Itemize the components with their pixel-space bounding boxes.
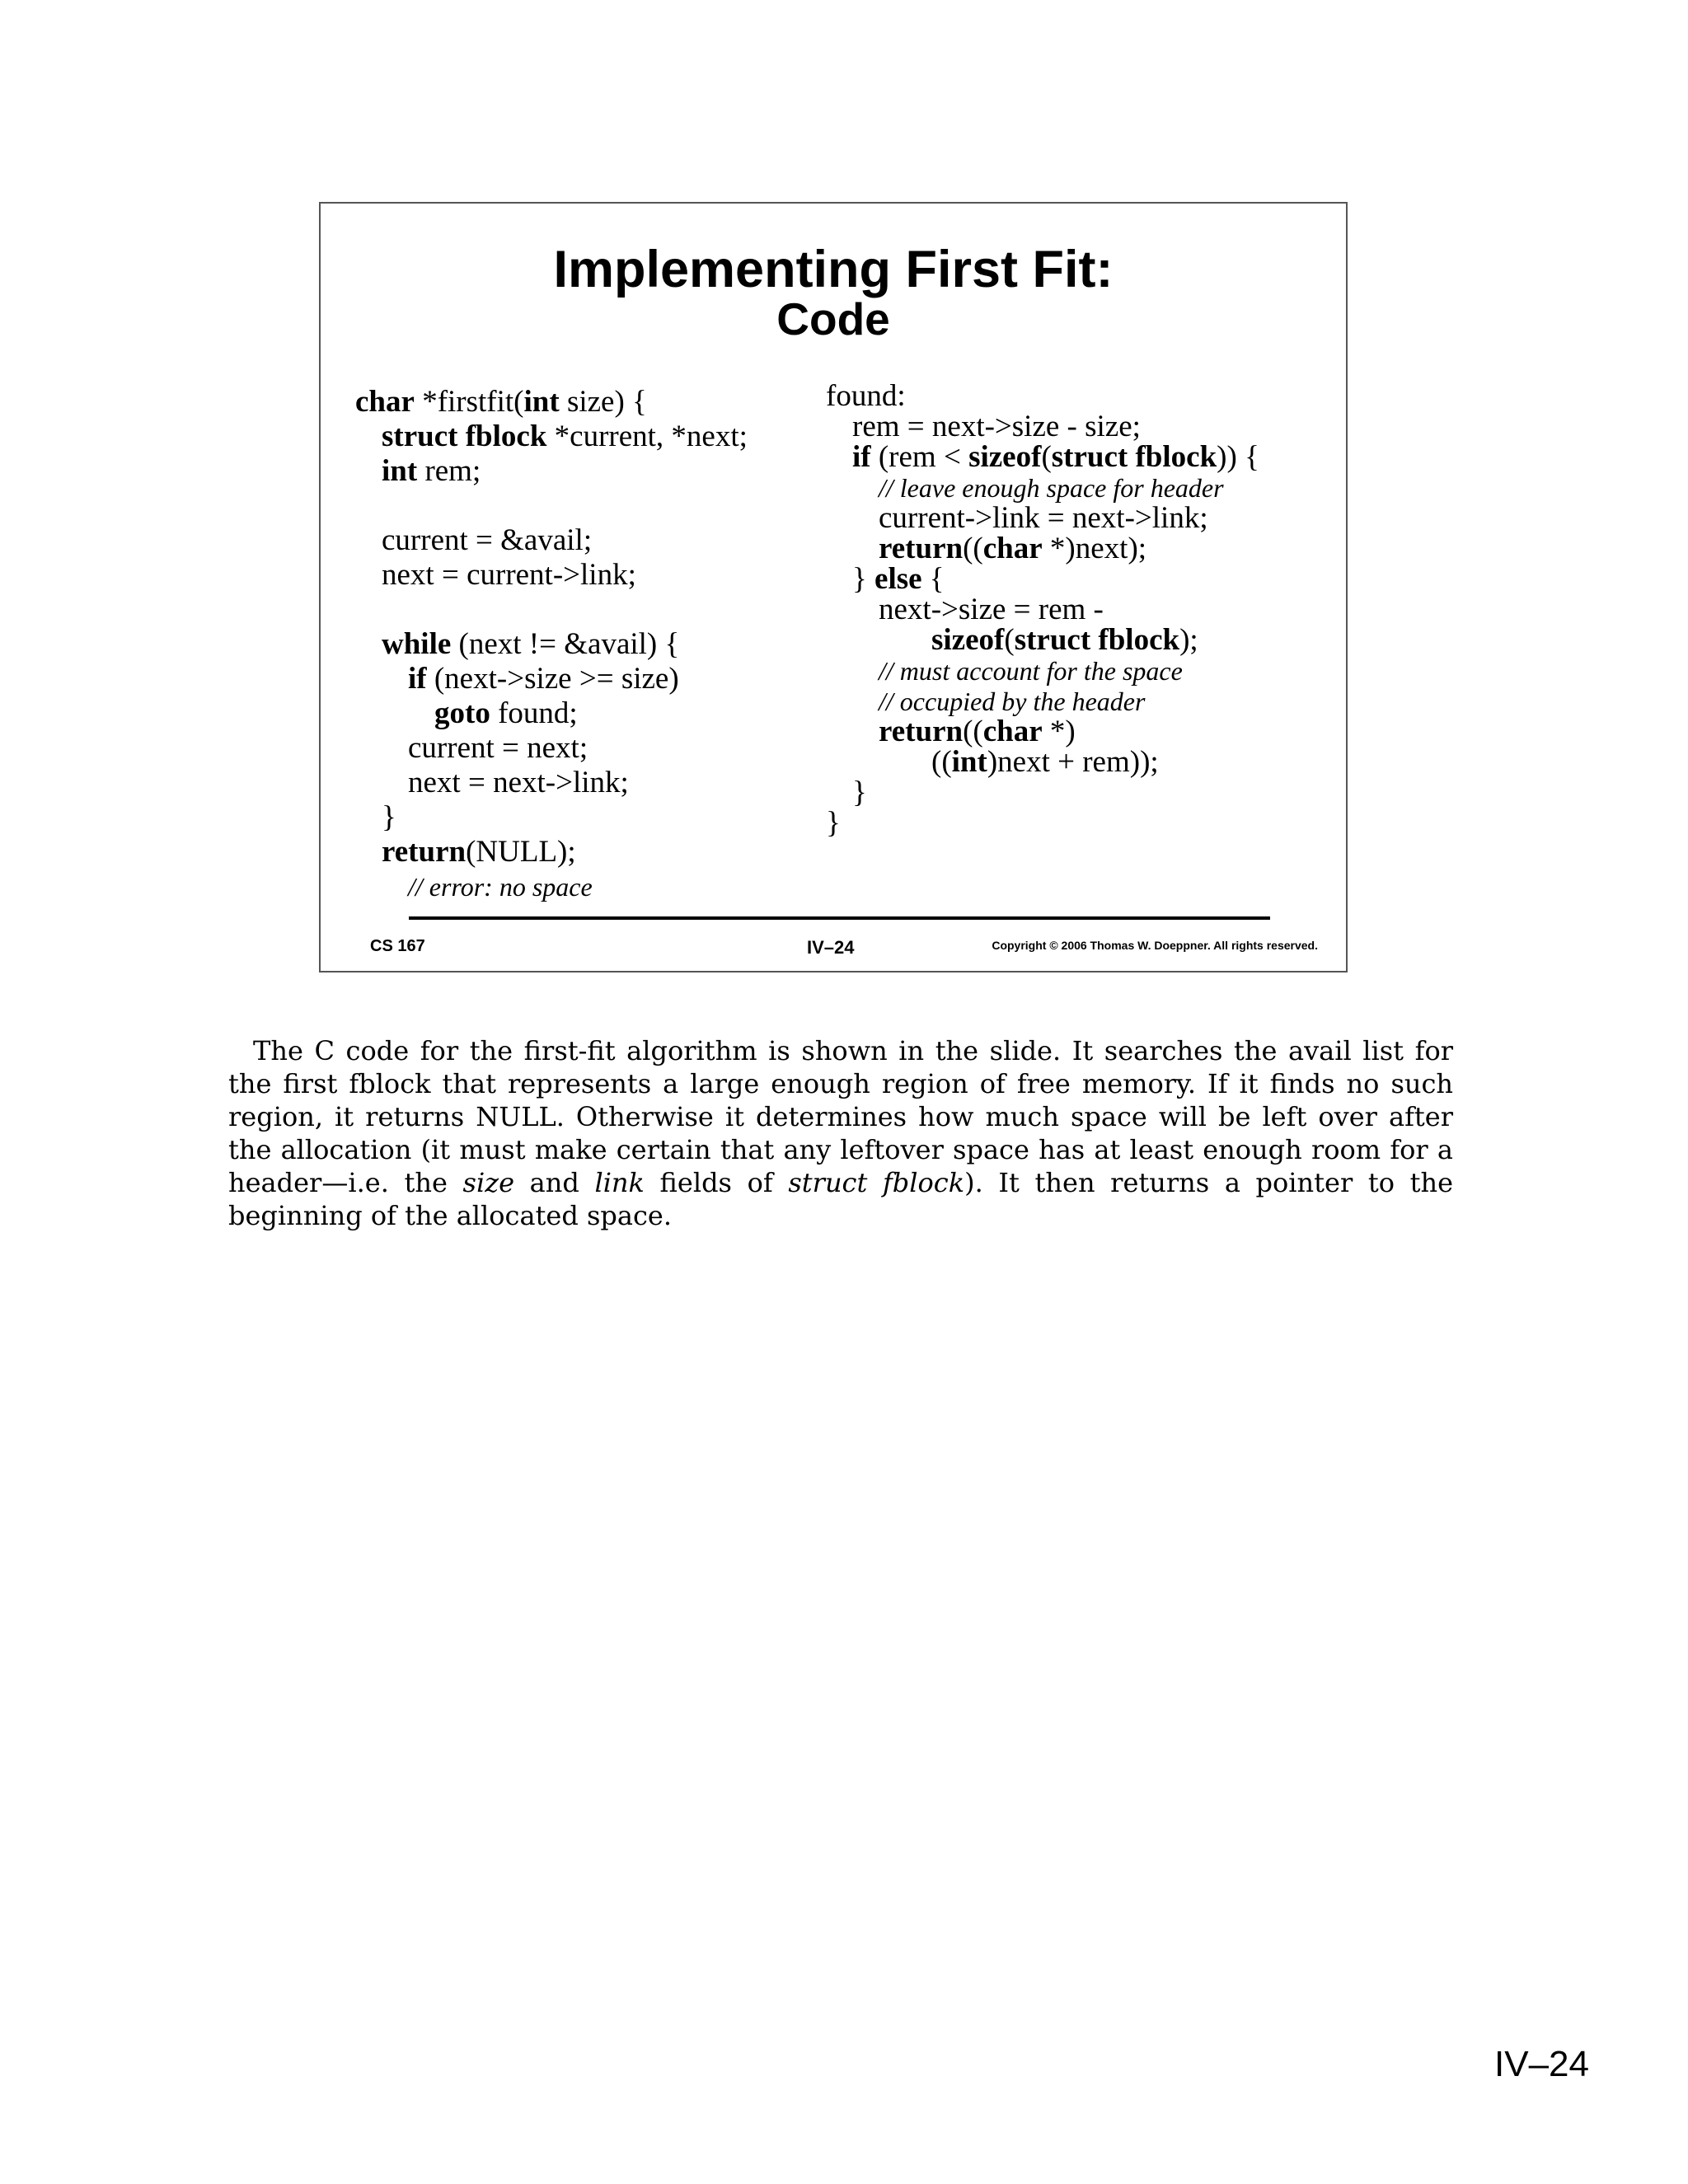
code-keyword: int [382,454,418,488]
code-text: current->link = next->link; [879,501,1208,535]
code-line [355,731,748,766]
code-line [826,686,1259,716]
code-text: (( [963,715,983,748]
slide [319,202,1348,972]
code-line [826,533,1259,564]
code-keyword: return [879,532,964,565]
code-line [826,472,1259,503]
slide-title: Implementing First Fit: [553,241,1114,298]
code-text: (( [931,745,952,779]
code-text: rem; [417,454,481,488]
code-line [355,558,748,593]
code-text: next = current->link; [382,558,636,592]
code-line [826,564,1259,594]
code-comment: // occupied by the header [879,687,1146,716]
code-keyword: struct fblock [1014,623,1180,657]
code-line [355,419,748,454]
emphasis-term: size [462,1167,514,1198]
code-line [355,835,748,869]
code-text: (next != &avail) { [451,627,680,661]
code-text: (NULL); [466,835,576,869]
code-text: *) [1042,715,1076,748]
body-text-run: The C code for the first-fit algorithm is shown in the slide. It searches the avail list for the first fblock that represents a large enough region of free memory. If it finds no such region, it returns NULL. Otherwise it determines how much space will be left over after the allocation (it must make certain that any leftover space has at least enough room for a header—i.e. the [228,1035,1453,1198]
code-text: ( [1004,623,1015,657]
code-keyword: sizeof [968,440,1042,474]
code-line [355,489,748,523]
code-keyword: char [982,532,1043,565]
code-comment: // must account for the space [879,656,1183,686]
code-line [355,766,748,800]
code-line [826,747,1259,777]
code-keyword: int [951,745,987,779]
code-text: found; [490,696,578,730]
code-text: } [382,800,396,834]
code-line [355,662,748,696]
code-keyword: while [382,627,452,661]
page-number: IV–24 [1494,2044,1589,2084]
code-line [826,411,1259,442]
code-line [355,454,748,489]
code-text: (next->size >= size) [426,662,679,696]
code-keyword: else [874,562,922,596]
slide-number: IV–24 [807,937,855,958]
code-line [826,655,1259,686]
code-comment: // error: no space [408,872,593,902]
code-text: )next + rem)); [987,745,1159,779]
code-keyword: return [879,715,964,748]
code-text: )) { [1217,440,1259,474]
explanation-paragraph [228,1034,1453,1232]
code-comment: // leave enough space for header [879,473,1224,503]
code-line [826,808,1259,838]
emphasis-term: struct fblock [788,1167,965,1198]
slide-subtitle: Code [776,293,890,344]
code-keyword: struct fblock [1051,440,1217,474]
slide-divider [409,916,1270,920]
code-line [355,593,748,627]
code-left-column [355,385,748,904]
code-text: (( [963,532,983,565]
code-line [355,523,748,558]
code-text: } [852,776,867,809]
code-text: ); [1179,623,1198,657]
code-line [826,442,1259,472]
code-keyword: int [523,385,560,419]
code-line [826,716,1259,747]
course-label: CS 167 [370,937,425,955]
code-line [355,385,748,419]
body-text-run: and [514,1167,595,1198]
code-line [355,800,748,835]
code-text: *current, *next; [546,419,748,453]
code-keyword: struct fblock [382,419,547,453]
body-text-run: ). It then returns a pointer to the beginning of the allocated space. [228,1167,1454,1231]
code-keyword: char [982,715,1043,748]
code-text: current = &avail; [382,523,593,557]
code-text: next->size = rem - [879,593,1104,626]
code-text: found: [826,379,906,413]
code-line [826,777,1259,808]
emphasis-term: link [594,1167,645,1198]
code-text: } [852,562,875,596]
code-keyword: if [408,662,427,696]
code-keyword: goto [434,696,490,730]
code-text: size) { [559,385,647,419]
code-line [826,594,1259,625]
code-line [826,381,1259,411]
code-text: { [921,562,945,596]
code-keyword: if [852,440,871,474]
code-line [355,627,748,662]
copyright-notice: Copyright © 2006 Thomas W. Doeppner. All rights reserved. [992,939,1318,952]
code-text: current = next; [408,731,588,765]
code-keyword: char [355,385,415,419]
code-text: } [826,806,841,840]
code-line [826,625,1259,655]
code-right-column [826,381,1259,838]
code-keyword: sizeof [931,623,1005,657]
code-line [355,696,748,731]
code-text: rem = next->size - size; [852,410,1141,443]
code-text: (rem < [870,440,969,474]
code-text: ( [1041,440,1052,474]
code-text: next = next->link; [408,766,629,799]
code-keyword: return [382,835,467,869]
body-text-run: fields of [644,1167,789,1198]
code-line [355,869,748,904]
code-text: *)next); [1042,532,1147,565]
code-text: *firstfit( [414,385,524,419]
code-line [826,503,1259,533]
